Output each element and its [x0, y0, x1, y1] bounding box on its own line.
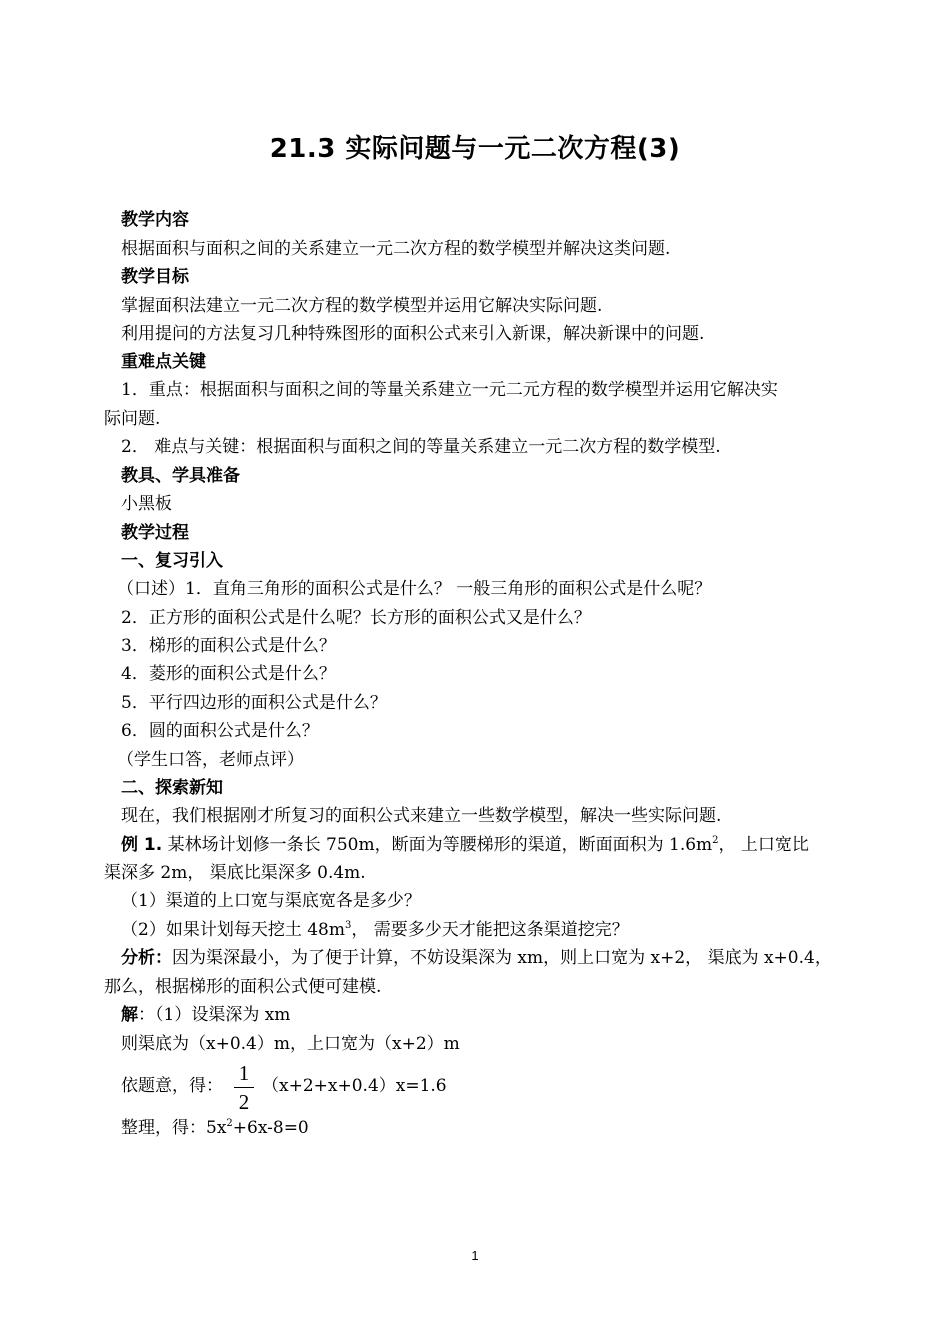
solution-line-3-suffix: （x+2+x+0.4）x=1.6 [262, 1076, 447, 1096]
key-point-1: 1．重点：根据面积与面积之间的等量关系建立一元二元方程的数学模型并运用它解决实 [121, 380, 778, 400]
fraction-denominator: 2 [238, 1090, 250, 1114]
explore-intro: 现在，我们根据刚才所复习的面积公式来建立一些数学模型，解决一些实际问题. [121, 806, 722, 826]
example-1-line-1: 例 1. 某林场计划修一条长 750m，断面为等腰梯形的渠道，断面面积为 $1.6m^2$， 上口宽比 [121, 835, 809, 855]
review-heading: 一、复习引入 [121, 551, 223, 571]
key-point-1-cont: 际问题. [104, 409, 161, 429]
goal-text-2: 利用提问的方法复习几种特殊图形的面积公式来引入新课，解决新课中的问题. [121, 324, 705, 344]
fraction-bar [234, 1087, 254, 1088]
one-half-fraction [232, 1060, 256, 1115]
content-text: 根据面积与面积之间的关系建立一元二次方程的数学模型并解决这类问题. [121, 239, 671, 259]
solution-line-2: 则渠底为（x+0.4）m，上口宽为（x+2）m [121, 1034, 460, 1054]
review-question-3: 3．梯形的面积公式是什么？ [121, 636, 336, 656]
analysis-line-2: 那么，根据梯形的面积公式便可建模. [104, 977, 382, 997]
explore-heading: 二、探索新知 [121, 778, 223, 798]
review-question-2: 2．正方形的面积公式是什么呢？长方形的面积公式又是什么？ [121, 608, 591, 628]
solution-line-1: 解：（1）设渠深为 xm [121, 1005, 291, 1025]
page-number: 1 [471, 1248, 479, 1263]
tools-heading: 教具、学具准备 [121, 466, 240, 486]
tools-text: 小黑板 [121, 494, 172, 514]
review-question-4: 4．菱形的面积公式是什么？ [121, 664, 336, 684]
example-question-2: （2）如果计划每天挖土 $48m^3$， 需要多少天才能把这条渠道挖完？ [121, 920, 629, 940]
goal-text-1: 掌握面积法建立一元二次方程的数学模型并运用它解决实际问题. [121, 296, 603, 316]
example-question-1: （1）渠道的上口宽与渠底宽各是多少？ [121, 891, 421, 911]
analysis-label: 分析： [121, 948, 172, 968]
content-heading: 教学内容 [121, 210, 189, 230]
fraction-numerator: 1 [238, 1061, 250, 1085]
page-title: 21.3 实际问题与一元二次方程(3) [269, 134, 681, 164]
review-question-6: 6．圆的面积公式是什么？ [121, 721, 319, 741]
solution-label: 解 [121, 1005, 138, 1025]
solution-line-3-prefix: 依题意，得： [121, 1076, 223, 1096]
review-note: （学生口答，老师点评） [117, 750, 304, 770]
example-label: 例 1. [121, 835, 163, 855]
key-heading: 重难点关键 [121, 352, 206, 372]
key-point-2: 2． 难点与关键：根据面积与面积之间的等量关系建立一元二次方程的数学模型. [121, 437, 721, 457]
solution-line-4: 整理，得：$5x^2+6x-8=0$ [121, 1118, 309, 1138]
review-question-1: （口述）1．直角三角形的面积公式是什么？ 一般三角形的面积公式是什么呢？ [117, 579, 712, 599]
example-1-line-2: 渠深多 2m， 渠底比渠深多 0.4m. [104, 863, 366, 883]
analysis-line-1: 分析：因为渠深最小，为了便于计算，不妨设渠深为 xm，则上口宽为 x+2， 渠底为 x+0.4， [121, 948, 832, 968]
review-question-5: 5．平行四边形的面积公式是什么？ [121, 693, 387, 713]
goal-heading: 教学目标 [121, 267, 189, 287]
process-heading: 教学过程 [121, 523, 189, 543]
